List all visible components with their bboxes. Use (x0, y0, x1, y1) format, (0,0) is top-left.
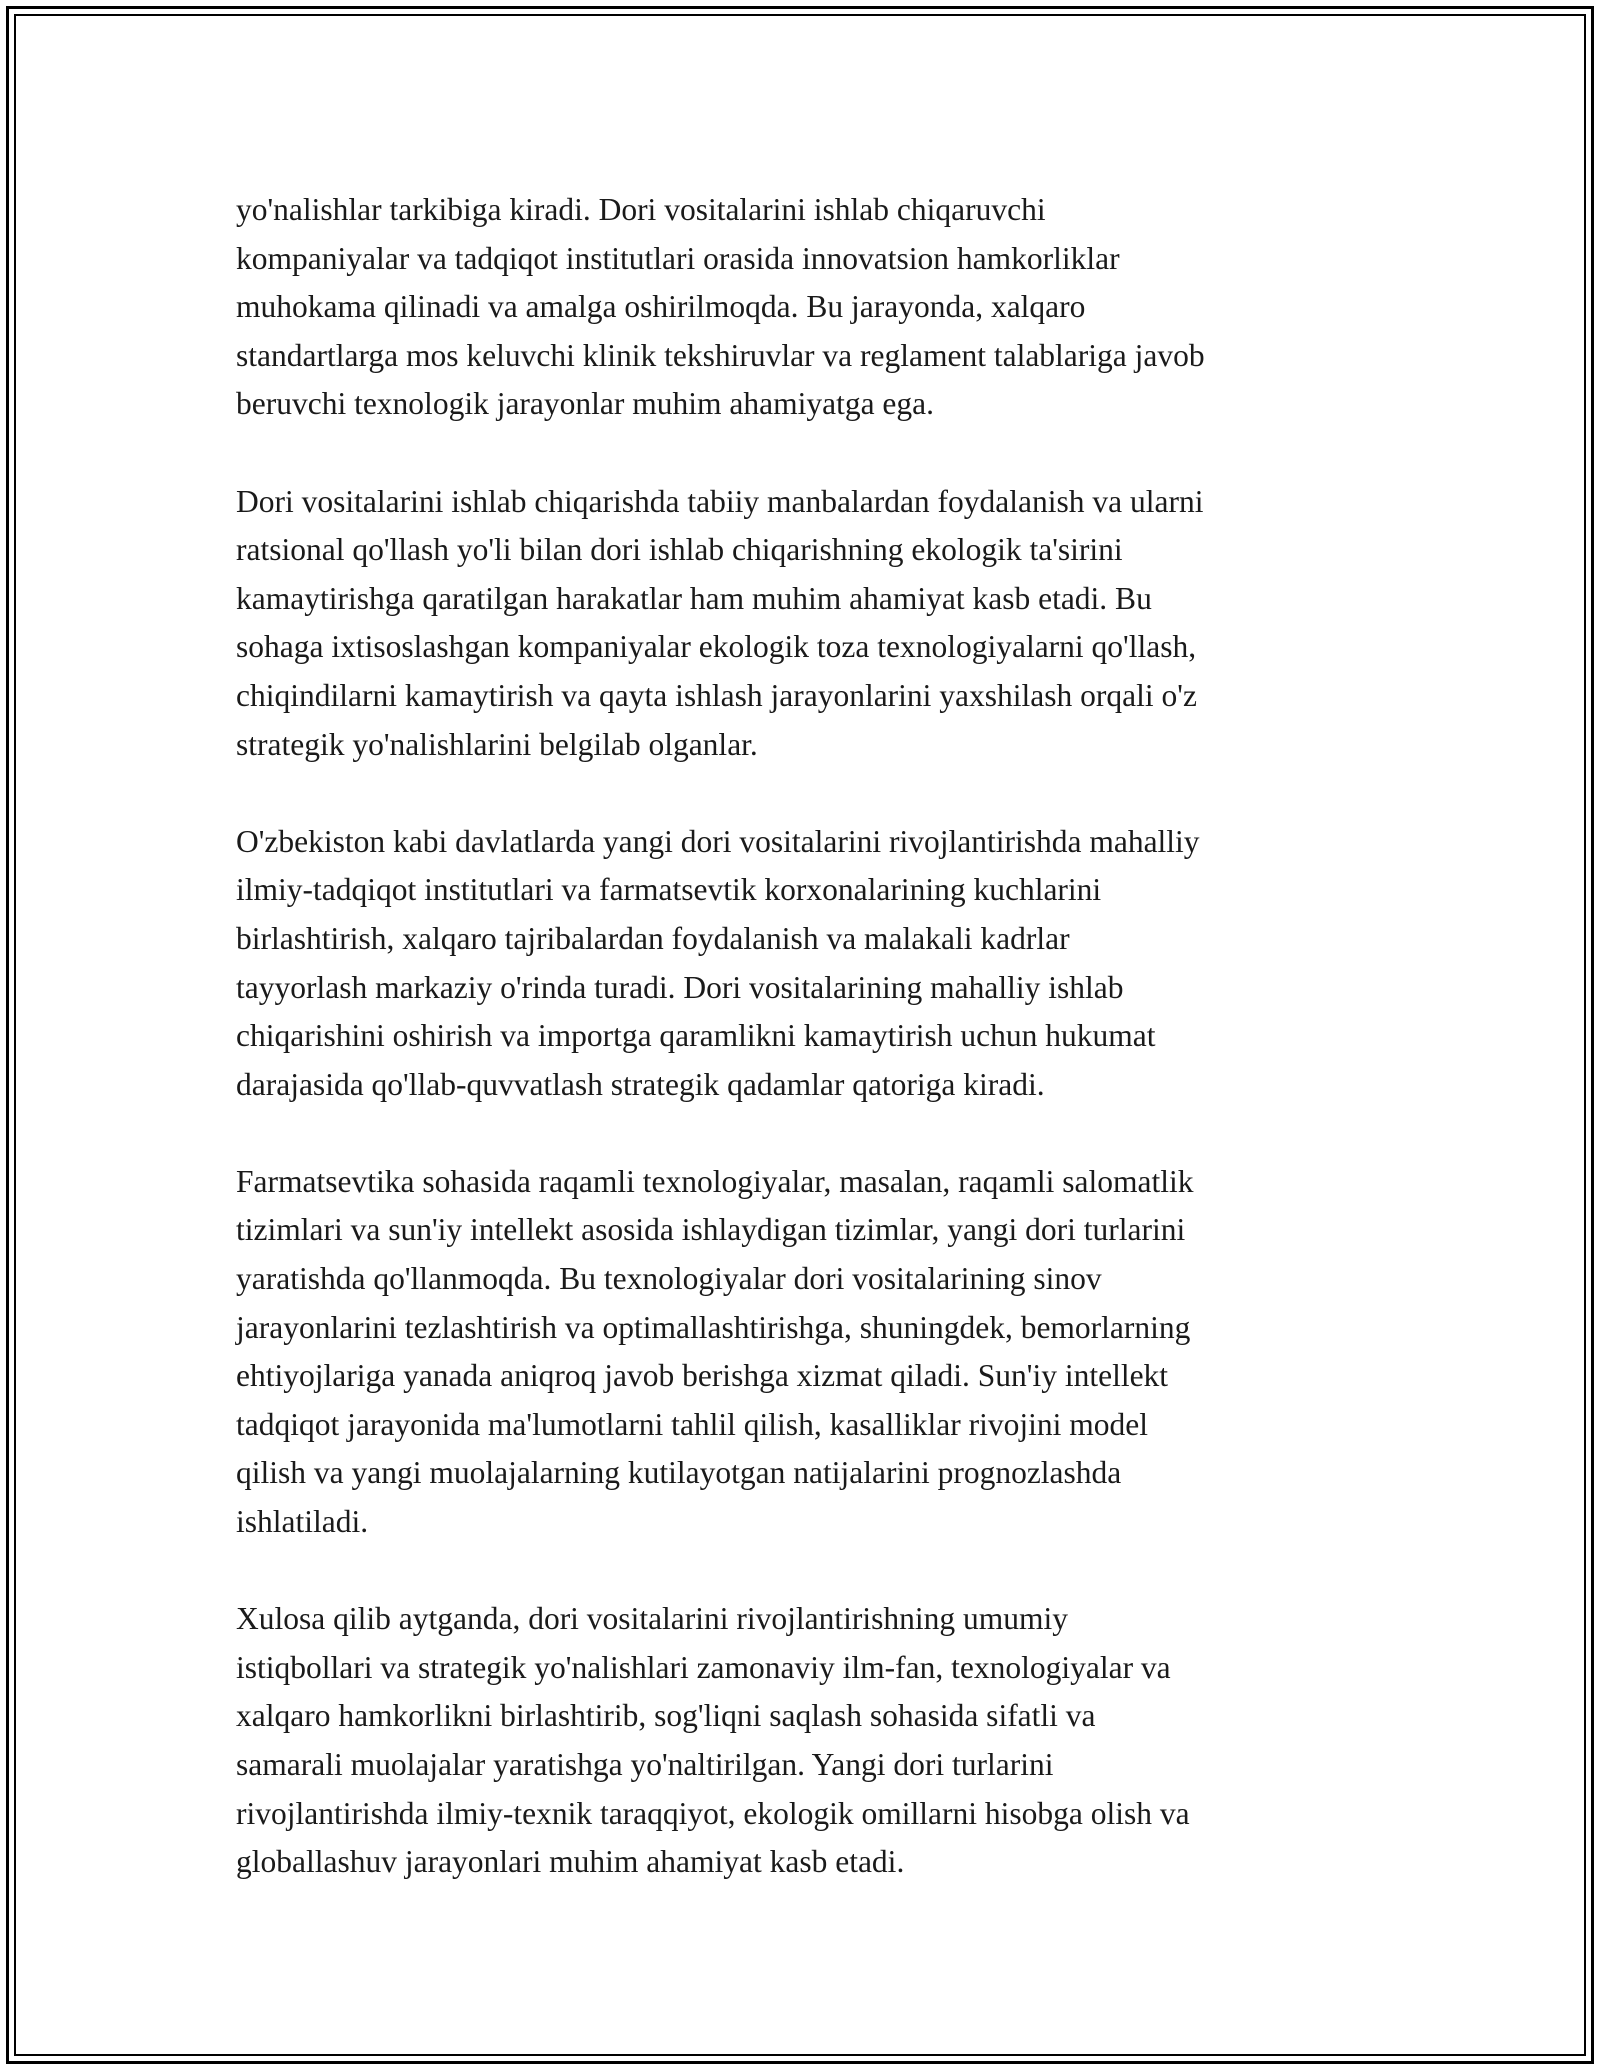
paragraph-3: O'zbekiston kabi davlatlarda yangi dori vositalarini rivojlantirishda mahalliy ilmiy-tadqiqot institutlari va farmatsevtik korxonalarining kuchlarini birlashtirish, xalqaro tajribalardan foydalanish va malakali kadrlar tayyorlash markaziy o'rinda turadi. Dori vositalarining mahalliy ishlab chiqarishini oshirish va importga qaramlikni kamaytirish uchun hukumat darajasida qo'llab-quvvatlash strategik qadamlar qatoriga kiradi. (236, 823, 1200, 1102)
paragraph-5: Xulosa qilib aytganda, dori vositalarini rivojlantirishning umumiy istiqbollari va strategik yo'nalishlari zamonaviy ilm-fan, texnologiyalar va xalqaro hamkorlikni birlashtirib, sog'liqni saqlash sohasida sifatli va samarali muolajalar yaratishga yo'naltirilgan. Yangi dori turlarini rivojlantirishda ilmiy-texnik taraqqiyot, ekologik omillarni hisobga olish va globallashuv jarayonlari muhim ahamiyat kasb etadi. (236, 1601, 1190, 1880)
paragraph-1: yo'nalishlar tarkibiga kiradi. Dori vositalarini ishlab chiqaruvchi kompaniyalar va tadqiqot institutlari orasida innovatsion hamkorliklar muhokama qilinadi va amalga oshirilmoqda. Bu jarayonda, xalqaro standartlarga mos keluvchi klinik tekshiruvlar va reglament talablariga javob beruvchi texnologik jarayonlar muhim ahamiyatga ega. (236, 192, 1205, 422)
paragraph-4: Farmatsevtika sohasida raqamli texnologiyalar, masalan, raqamli salomatlik tizimlari va sun'iy intellekt asosida ishlaydigan tizimlar, yangi dori turlarini yaratishda qo'llanmoqda. Bu texnologiyalar dori vositalarining sinov jarayonlarini tezlashtirish va optimallashtirishga, shuningdek, bemorlarning ehtiyojlariga yanada aniqroq javob berishga xizmat qiladi. Sun'iy intellekt tadqiqot jarayonida ma'lumotlarni tahlil qilish, kasalliklar rivojini model qilish va yangi muolajalarning kutilayotgan natijalarini prognozlashda ishlatiladi. (236, 1163, 1194, 1540)
document-body (236, 186, 1376, 1887)
paragraph-2: Dori vositalarini ishlab chiqarishda tabiiy manbalardan foydalanish va ularni ratsional qo'llash yo'li bilan dori ishlab chiqarishning ekologik ta'sirini kamaytirishga qaratilgan harakatlar ham muhim ahamiyat kasb etadi. Bu sohaga ixtisoslashgan kompaniyalar ekologik toza texnologiyalarni qo'llash, chiqindilarni kamaytirish va qayta ishlash jarayonlarini yaxshilash orqali o'z strategik yo'nalishlarini belgilab olganlar. (236, 483, 1204, 762)
